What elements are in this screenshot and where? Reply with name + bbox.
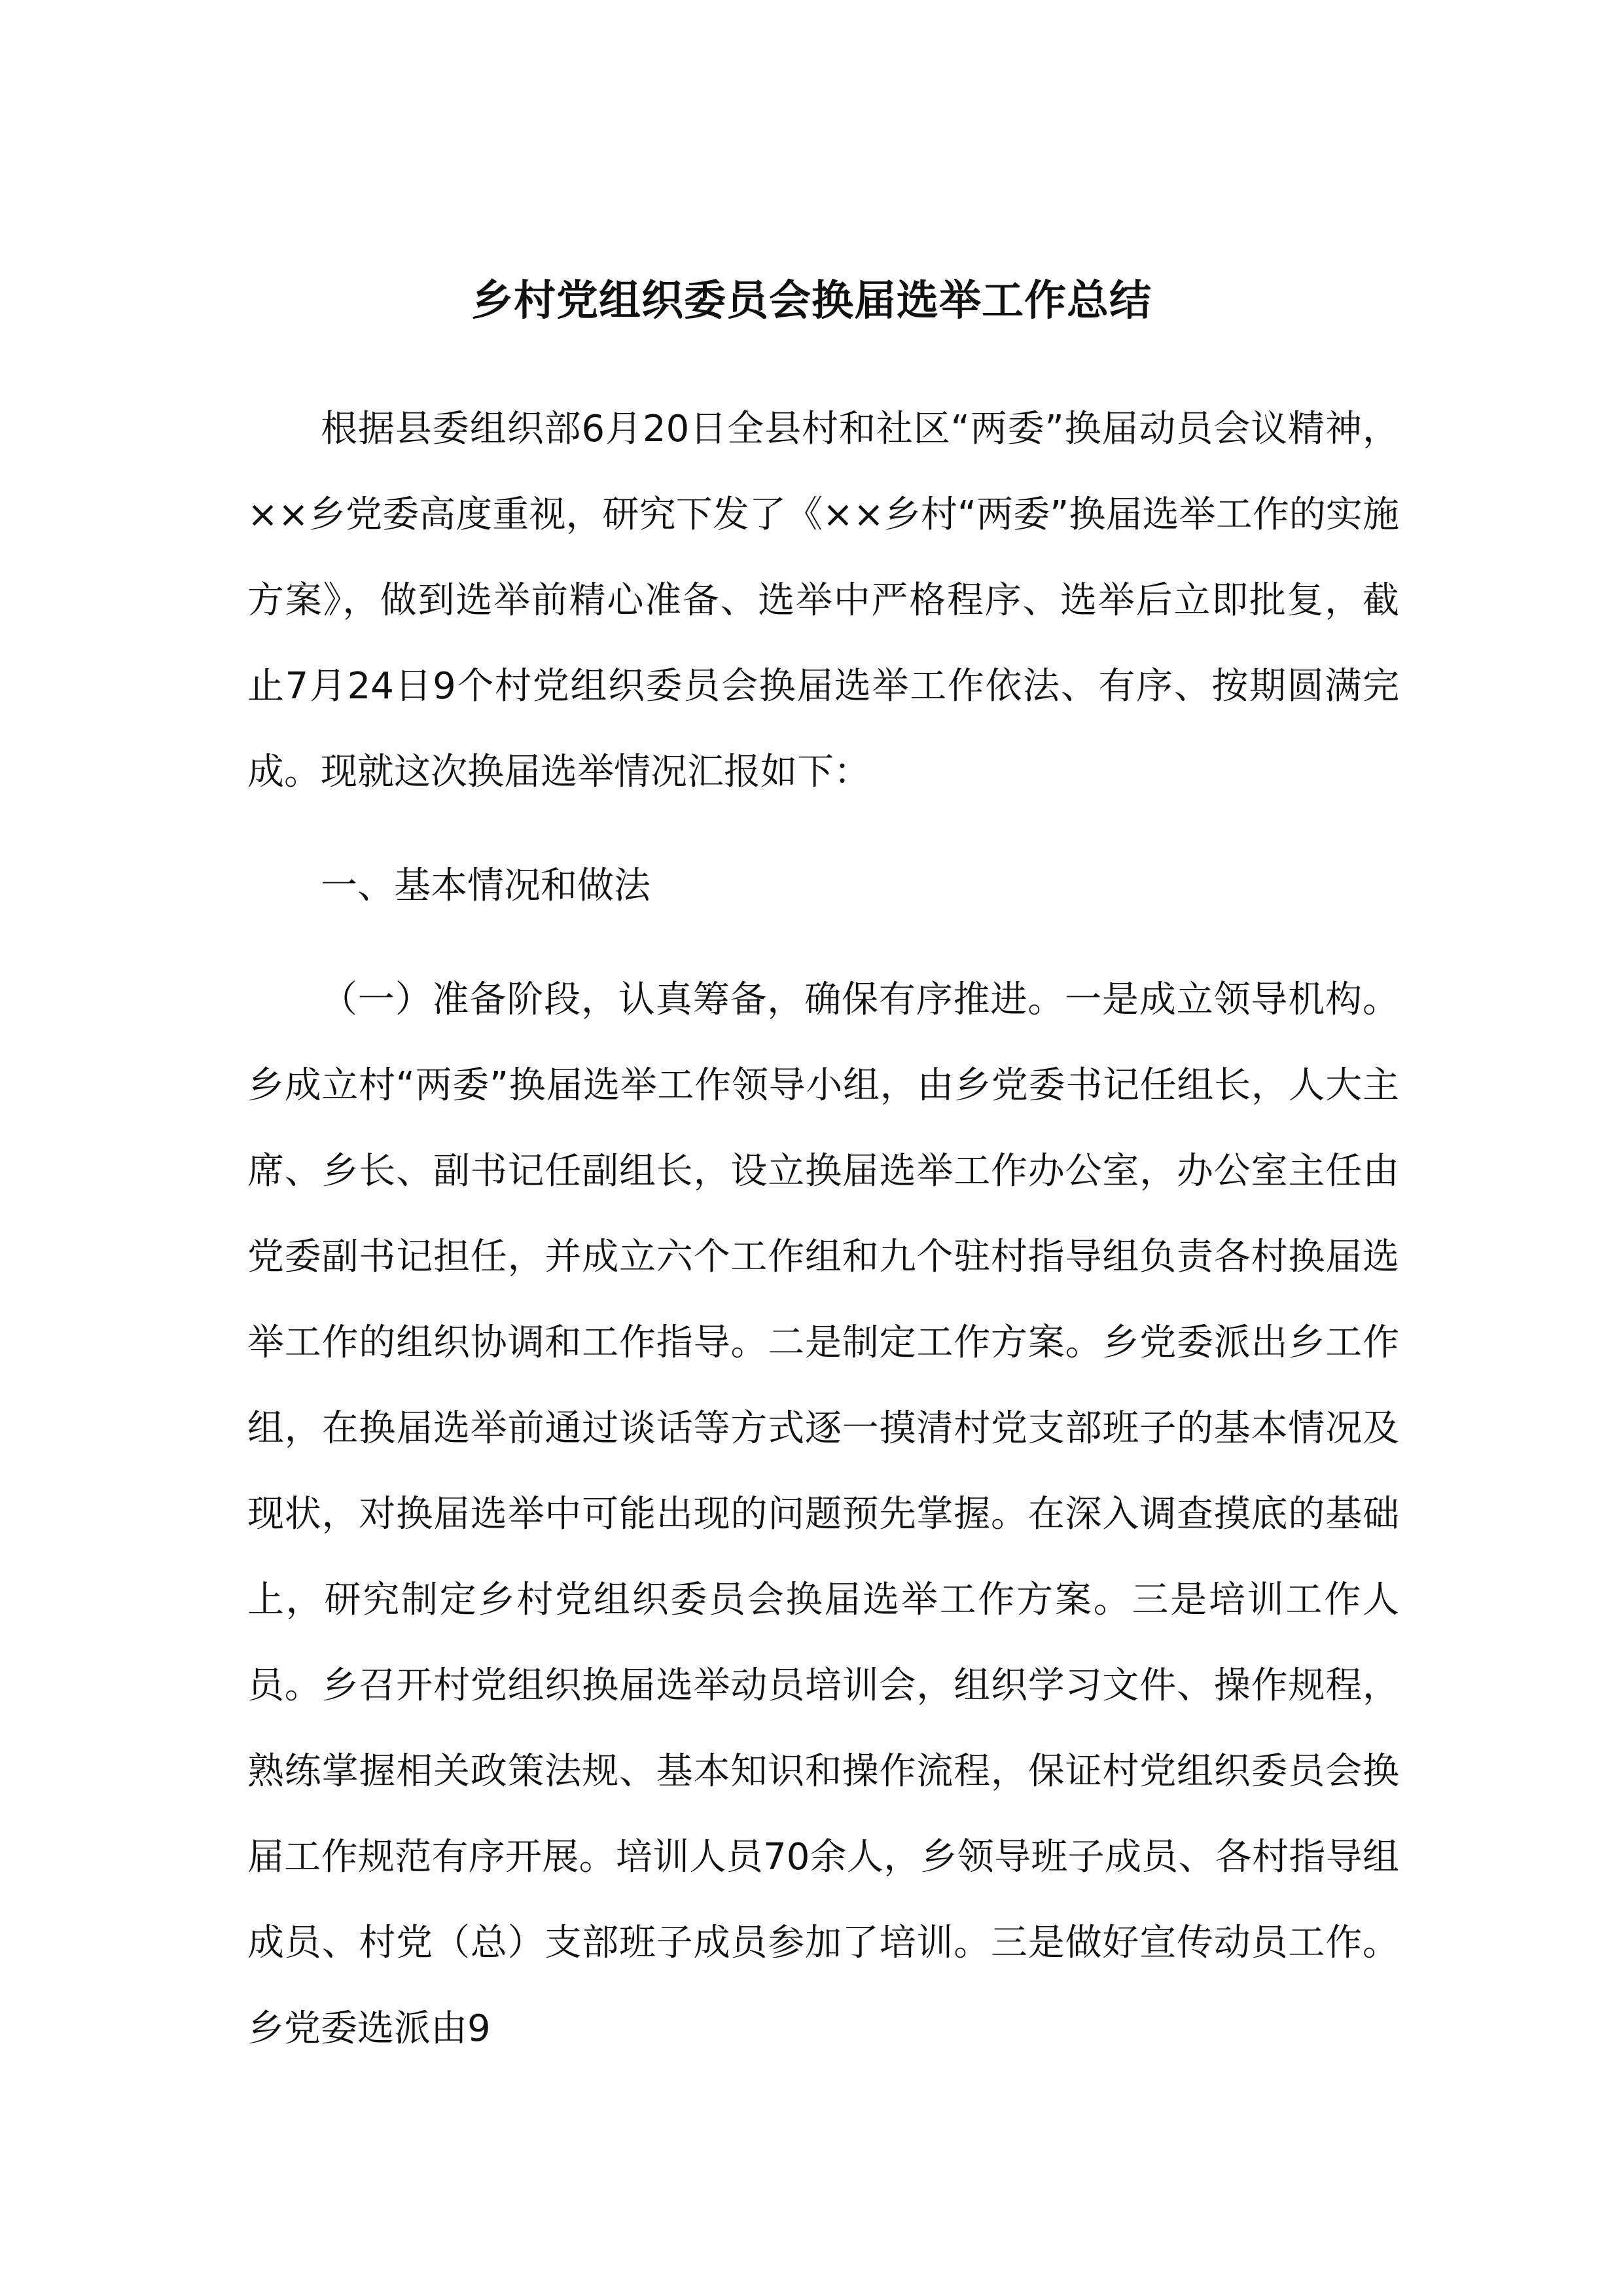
section-heading: 一、基本情况和做法 bbox=[321, 865, 651, 907]
document-body bbox=[247, 386, 1399, 2072]
document-title: 乡村党组织委员会换届选举工作总结 bbox=[471, 277, 1152, 325]
section-paragraph: （一）准备阶段，认真筹备，确保有序推进。一是成立领导机构。乡成立村“两委”换届选举工作领导小组，由乡党委书记任组长，人大主席、乡长、副书记任副组长，设立换届选举工作办公室，办公室主任由党委副书记担任，并成立六个工作组和九个驻村指导组负责各村换届选举工作的组织协调和工作指导。二是制定工作方案。乡党委派出乡工作组，在换届选举前通过谈话等方式逐一摸清村党支部班子的基本情况及现状，对换届选举中可能出现的问题预先掌握。在深入调查摸底的基础上，研究制定乡村党组织委员会换届选举工作方案。三是培训工作人员。乡召开村党组织换届选举动员培训会，组织学习文件、操作规程，熟练掌握相关政策法规、基本知识和操作流程，保证村党组织委员会换届工作规范有序开展。培训人员70余人，乡领导班子成员、各村指导组成员、村党（总）支部班子成员参加了培训。三是做好宣传动员工作。乡党委选派由9 bbox=[247, 978, 1399, 2050]
intro-paragraph: 根据县委组织部6月20日全县村和社区“两委”换届动员会议精神，××乡党委高度重视，研究下发了《××乡村“两委”换届选举工作的实施方案》，做到选举前精心准备、选举中严格程序、选举后立即批复，截止7月24日9个村党组织委员会换届选举工作依法、有序、按期圆满完成。现就这次换届选举情况汇报如下： bbox=[247, 408, 1399, 793]
